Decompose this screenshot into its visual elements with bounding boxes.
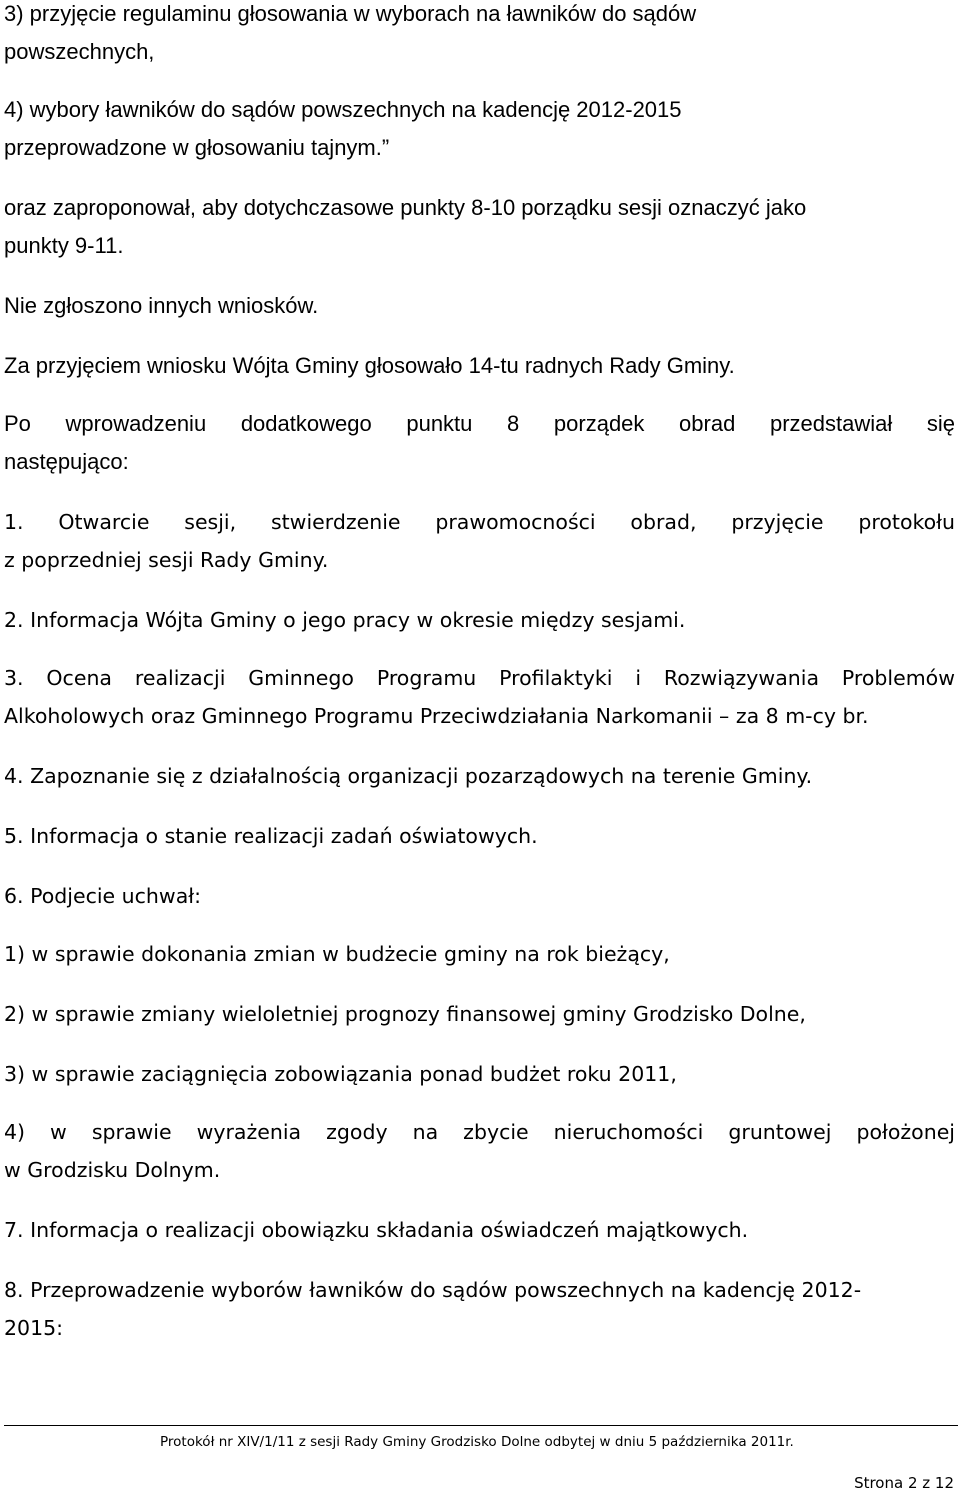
agenda-item-7: 7. Informacja o realizacji obowiązku składania oświadczeń majątkowych. [4, 1218, 749, 1242]
footer-protocol-text: Protokół nr XIV/1/11 z sesji Rady Gminy Grodzisko Dolne odbytej w dniu 5 października 2011r. [160, 1434, 794, 1450]
agenda-item-2: 2. Informacja Wójta Gminy o jego pracy w okresie między sesjami. [4, 608, 686, 632]
agenda-item-5: 5. Informacja o stanie realizacji zadań oświatowych. [4, 824, 538, 848]
intro-item-4-line-2: przeprowadzone w głosowaniu tajnym.” [4, 135, 390, 160]
agenda-item-8-line-2: 2015: [4, 1316, 64, 1340]
proposal-line-2: punkty 9-11. [4, 233, 124, 258]
agenda-item-1-line-1: 1. Otwarcie sesji, stwierdzenie prawomocności obrad, przyjęcie protokołu [4, 510, 955, 534]
resolution-3: 3) w sprawie zaciągnięcia zobowiązania ponad budżet roku 2011, [4, 1062, 677, 1086]
intro-item-3-line-2: powszechnych, [4, 39, 155, 64]
intro-item-3-line-1: 3) przyjęcie regulaminu głosowania w wyborach na ławników do sądów [4, 1, 697, 26]
agenda-item-4: 4. Zapoznanie się z działalnością organizacji pozarządowych na terenie Gminy. [4, 764, 813, 788]
agenda-item-3-line-2: Alkoholowych oraz Gminnego Programu Przeciwdziałania Narkomanii – za 8 m-cy br. [4, 704, 869, 728]
agenda-item-1-line-2: z poprzedniej sesji Rady Gminy. [4, 548, 329, 572]
resolution-4-line-1: 4) w sprawie wyrażenia zgody na zbycie nieruchomości gruntowej położonej [4, 1120, 955, 1144]
agenda-item-8-line-1: 8. Przeprowadzenie wyborów ławników do sądów powszechnych na kadencję 2012- [4, 1278, 862, 1302]
page-number: Strona 2 z 12 [854, 1474, 954, 1492]
resolution-2: 2) w sprawie zmiany wieloletniej prognozy finansowej gminy Grodzisko Dolne, [4, 1002, 806, 1026]
agenda-item-3-line-1: 3. Ocena realizacji Gminnego Programu Profilaktyki i Rozwiązywania Problemów [4, 666, 955, 690]
vote-paragraph: Za przyjęciem wniosku Wójta Gminy głosowało 14-tu radnych Rady Gminy. [4, 353, 735, 378]
after-addition-line-1: Po wprowadzeniu dodatkowego punktu 8 porządek obrad przedstawiał się [4, 411, 955, 436]
proposal-line-1: oraz zaproponował, aby dotychczasowe punkty 8-10 porządku sesji oznaczyć jako [4, 195, 807, 220]
resolution-1: 1) w sprawie dokonania zmian w budżecie gminy na rok bieżący, [4, 942, 670, 966]
after-addition-line-2: następująco: [4, 449, 129, 474]
agenda-item-6: 6. Podjecie uchwał: [4, 884, 201, 908]
footer-divider [4, 1425, 958, 1426]
resolution-4-line-2: w Grodzisku Dolnym. [4, 1158, 221, 1182]
intro-item-4-line-1: 4) wybory ławników do sądów powszechnych na kadencję 2012-2015 [4, 97, 682, 122]
no-motions-paragraph: Nie zgłoszono innych wniosków. [4, 293, 319, 318]
